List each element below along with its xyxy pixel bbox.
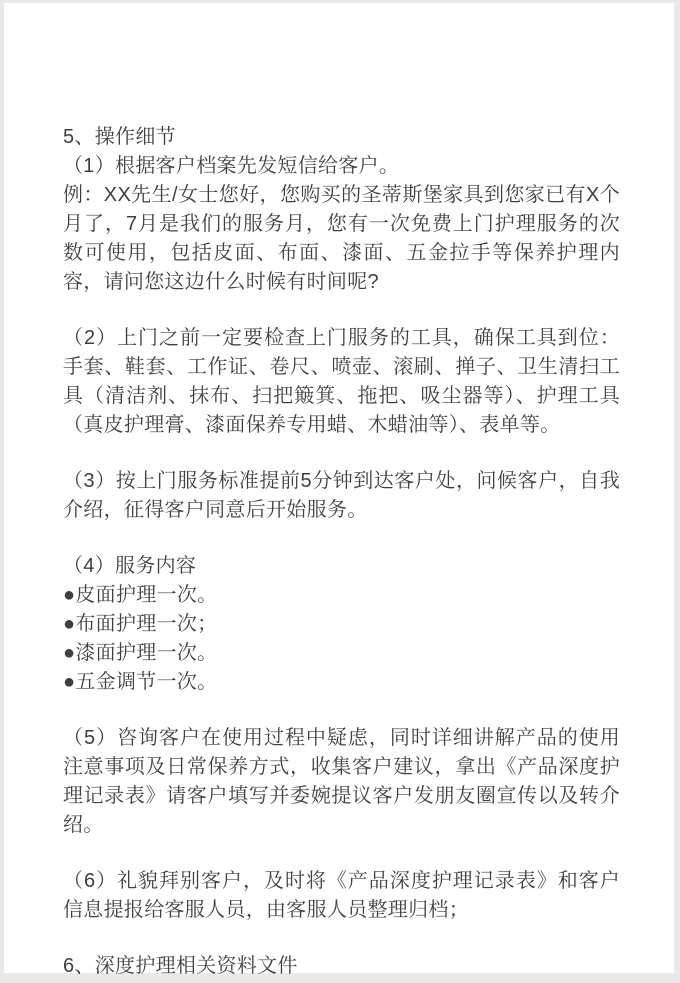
section-5-heading: 5、操作细节 [63, 126, 176, 148]
document-content [4, 3, 674, 981]
service-item-leather: ●皮面护理一次。 [63, 584, 218, 606]
step-1-example-text: 例：XX先生/女士您好，您购买的圣蒂斯堡家具到您家已有X个月了，7月是我们的服务月，您有一次免费上门护理服务的次数可使用，包括皮面、布面、漆面、五金拉手等保养护理内容，请问您这边什么时候有时间呢? [63, 184, 620, 293]
step-1-text: （1）根据客户档案先发短信给客户。 [63, 155, 400, 177]
step-4-heading: （4）服务内容 [63, 555, 197, 577]
step-6-text: （6）礼貌拜别客户，及时将《产品深度护理记录表》和客户信息提报给客服人员，由客服人员整理归档； [63, 870, 620, 921]
step-2-text: （2）上门之前一定要检查上门服务的工具，确保工具到位：手套、鞋套、工作证、卷尺、喷壶、滚刷、掸子、卫生清扫工具（清洁剂、抹布、扫把簸箕、拖把、吸尘器等）、护理工具（真皮护理膏、漆面保养专用蜡、木蜡油等）、表单等。 [63, 327, 620, 436]
section-6-heading: 6、深度护理相关资料文件 [63, 955, 298, 977]
service-item-hardware: ●五金调节一次。 [63, 671, 218, 693]
step-5-text: （5）咨询客户在使用过程中疑虑，同时详细讲解产品的使用注意事项及日常保养方式，收集客户建议，拿出《产品深度护理记录表》请客户填写并委婉提议客户发朋友圈宣传以及转介绍。 [63, 727, 620, 836]
document-page [4, 3, 674, 977]
service-item-paint: ●漆面护理一次。 [63, 642, 218, 664]
step-3-text: （3）按上门服务标准提前5分钟到达客户处，问候客户，自我介绍，征得客户同意后开始服务。 [63, 470, 620, 521]
service-items-list [63, 581, 620, 697]
service-item-fabric: ●布面护理一次； [63, 613, 218, 635]
